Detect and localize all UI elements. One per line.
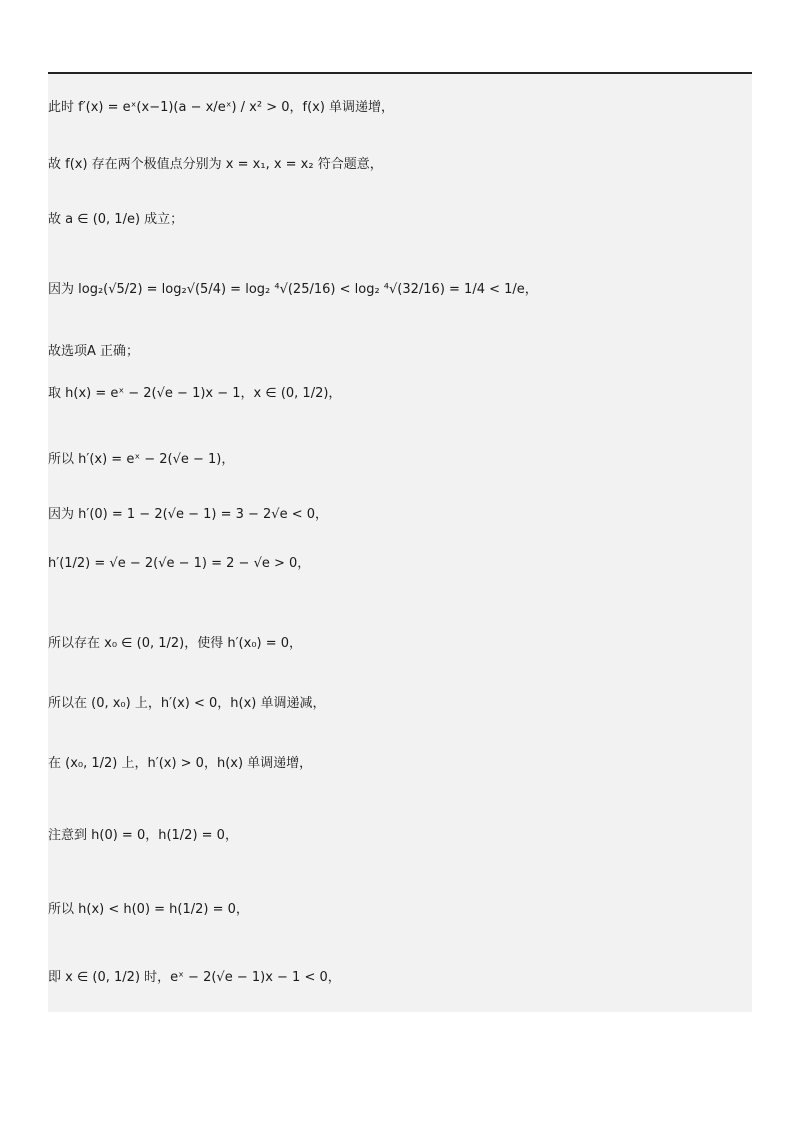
math-line-5: 故选项A 正确； (48, 344, 140, 359)
math-line-6: 取 h(x) = eˣ − 2(√e − 1)x − 1，x ∈ (0, 1/2)， (48, 386, 342, 401)
math-line-14: 所以 h(x) < h(0) = h(1/2) = 0， (48, 902, 249, 917)
math-line-13: 注意到 h(0) = 0，h(1/2) = 0， (48, 828, 238, 843)
math-line-12: 在 (x₀, 1/2) 上，h′(x) > 0，h(x) 单调递增， (48, 756, 313, 771)
top-rule (48, 72, 752, 74)
math-line-3: 故 a ∈ (0, 1/e) 成立； (48, 212, 184, 227)
math-line-9: h′(1/2) = √e − 2(√e − 1) = 2 − √e > 0， (48, 556, 311, 571)
math-line-4: 因为 log₂(√5/2) = log₂√(5/4) = log₂ ⁴√(25/16) < log₂ ⁴√(32/16) = 1/4 < 1/e， (48, 282, 538, 297)
math-line-1: 此时 f′(x) = eˣ(x−1)(a − x/eˣ) / x² > 0，f(x) 单调递增， (48, 100, 395, 115)
math-line-15: 即 x ∈ (0, 1/2) 时，eˣ − 2(√e − 1)x − 1 < 0， (48, 970, 341, 985)
math-line-7: 所以 h′(x) = eˣ − 2(√e − 1)， (48, 452, 235, 467)
math-line-10: 所以存在 x₀ ∈ (0, 1/2)，使得 h′(x₀) = 0， (48, 636, 303, 651)
math-line-11: 所以在 (0, x₀) 上，h′(x) < 0，h(x) 单调递减， (48, 696, 326, 711)
math-line-8: 因为 h′(0) = 1 − 2(√e − 1) = 3 − 2√e < 0， (48, 507, 329, 522)
math-line-2: 故 f(x) 存在两个极值点分别为 x = x₁, x = x₂ 符合题意， (48, 157, 383, 172)
